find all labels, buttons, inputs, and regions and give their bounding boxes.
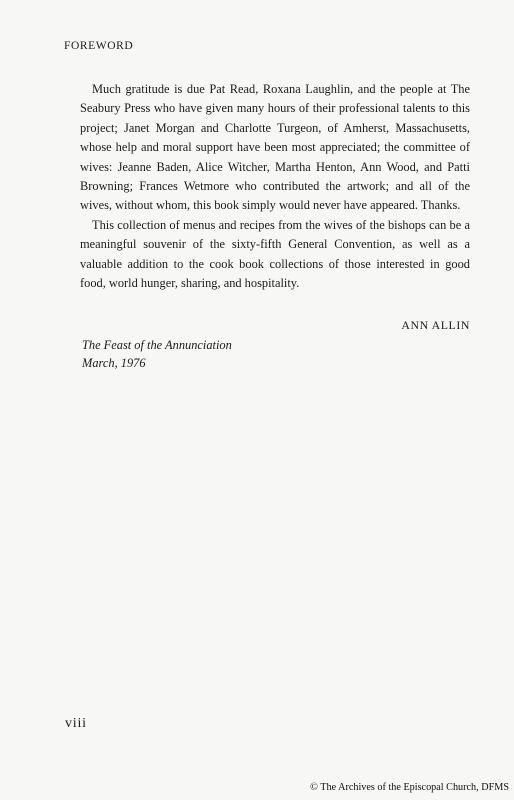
paragraph-collection: This collection of menus and recipes from the wives of the bishops can be a meaningful souvenir of the sixty-fifth General Convention, as well as a valuable addition to the cook book collections of those interested in good food, world hunger, sharing, and hospitality. (80, 217, 470, 291)
dateline (82, 336, 232, 372)
dateline-date: March, 1976 (82, 356, 146, 370)
paragraph-acknowledgments: Much gratitude is due Pat Read, Roxana Laughlin, and the people at The Seabury Press who have given many hours of their professional talents to this project; Janet Morgan and Charlotte Turgeon, of Amherst, Massachusetts, whose help and moral support have been most appreciated; the committee of wives: Jeanne Baden, Alice Witcher, Martha Henton, Ann Wood, and Patti Browning; Frances Wetmore who contributed the artwork; and all of the wives, without whom, this book simply would never have appeared. Thanks. (80, 82, 470, 213)
running-head: FOREWORD (64, 40, 134, 52)
author-signature: ANN ALLIN (401, 318, 470, 332)
page-number: viii (65, 716, 87, 731)
dateline-feast: The Feast of the Annunciation (82, 338, 232, 352)
copyright-notice: © The Archives of the Episcopal Church, DFMS (310, 782, 509, 793)
foreword-body (80, 80, 470, 293)
